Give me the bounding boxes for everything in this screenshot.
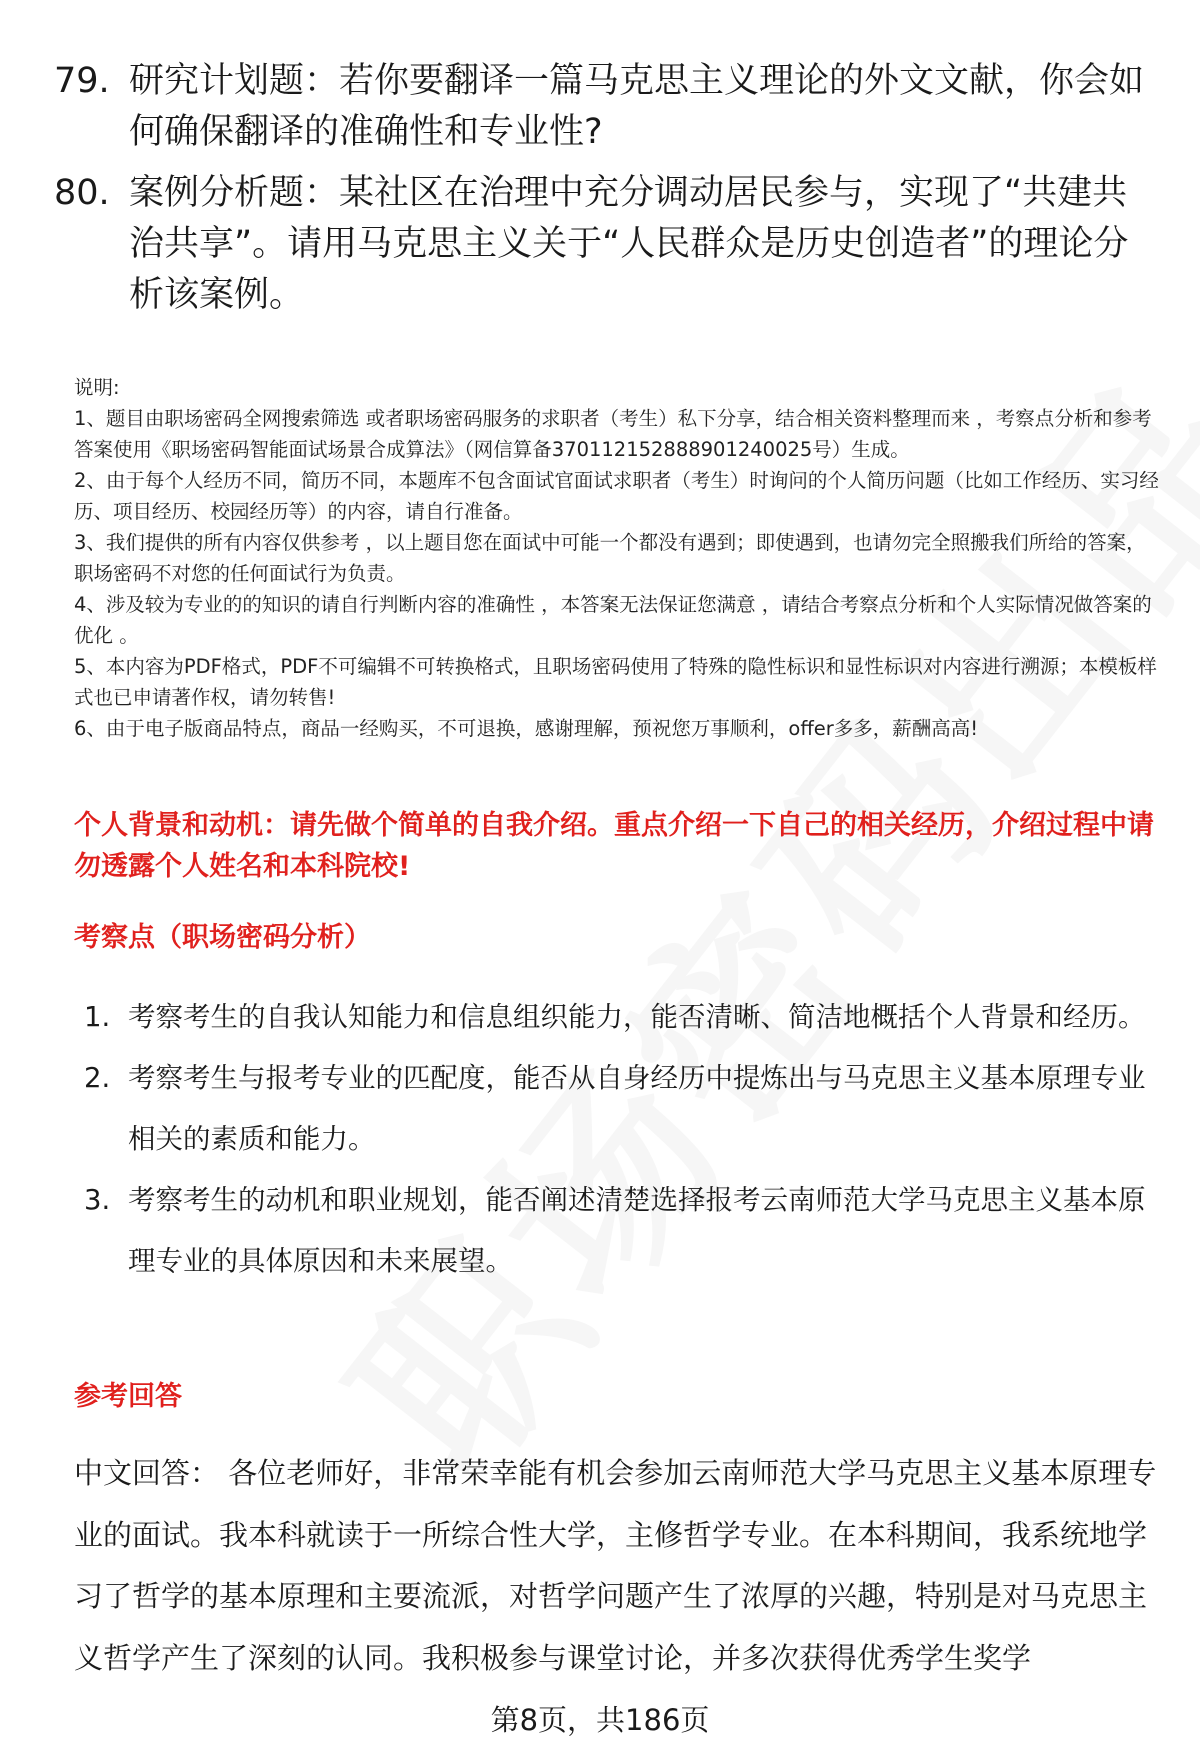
question-text: 研究计划题：若你要翻译一篇马克思主义理论的外文文献，你会如何确保翻译的准确性和专业性? [129, 61, 1145, 152]
list-item [84, 987, 1164, 1048]
list-item-number: 2. [84, 1062, 111, 1094]
list-item-text: 考察考生的动机和职业规划，能否阐述清楚选择报考云南师范大学马克思主义基本原理专业的具体原因和未来展望。 [128, 1184, 1146, 1277]
exam-points-list [84, 987, 1164, 1292]
list-item-text: 考察考生的自我认知能力和信息组织能力，能否清晰、简洁地概括个人背景和经历。 [128, 1001, 1146, 1033]
page-footer: 第8页，共186页 [490, 1703, 710, 1737]
exam-points-title: 考察点（职场密码分析） [74, 922, 371, 953]
list-item-number: 1. [84, 1001, 111, 1033]
note-item: 5、本内容为PDF格式，PDF不可编辑不可转换格式，且职场密码使用了特殊的隐性标识和显性标识对内容进行溯源；本模板样式也已申请著作权，请勿转售! [74, 655, 1157, 709]
note-item: 1、题目由职场密码全网搜索筛选 或者职场密码服务的求职者（考生）私下分享，结合相关资料整理而来 ，考察点分析和参考答案使用《职场密码智能面试场景合成算法》（网信算备370112152888901240025号）生成。 [74, 407, 1152, 461]
note-item: 3、我们提供的所有内容仅供参考 ，以上题目您在面试中可能一个都没有遇到；即使遇到，也请勿完全照搬我们所给的答案，职场密码不对您的任何面试行为负责。 [74, 531, 1146, 585]
note-item: 2、由于每个人经历不同，简历不同，本题库不包含面试官面试求职者（考生）时询问的个人简历问题（比如工作经历、实习经历、项目经历、校园经历等）的内容，请自行准备。 [74, 469, 1159, 523]
list-item [84, 1048, 1164, 1170]
list-item-number: 3. [84, 1184, 111, 1216]
question-80 [54, 168, 1154, 321]
list-item-text: 考察考生与报考专业的匹配度，能否从自身经历中提炼出与马克思主义基本原理专业相关的素质和能力。 [128, 1062, 1146, 1155]
question-number: 80. [54, 173, 110, 213]
question-79 [54, 56, 1154, 158]
notes-title: 说明: [74, 376, 120, 399]
question-text: 案例分析题：某社区在治理中充分调动居民参与，实现了“共建共治共享”。请用马克思主义关于“人民群众是历史创造者”的理论分析该案例。 [129, 173, 1129, 315]
reference-answer-title: 参考回答 [74, 1381, 182, 1412]
notes-block [74, 372, 1164, 744]
list-item [84, 1170, 1164, 1292]
section-title: 个人背景和动机：请先做个简单的自我介绍。重点介绍一下自己的相关经历，介绍过程中请勿透露个人姓名和本科院校! [74, 810, 1154, 882]
note-item: 4、涉及较为专业的的知识的请自行判断内容的准确性 ，本答案无法保证您满意 ，请结合考察点分析和个人实际情况做答案的优化 。 [74, 593, 1152, 647]
reference-answer-text: 中文回答： 各位老师好，非常荣幸能有机会参加云南师范大学马克思主义基本原理专业的面试。我本科就读于一所综合性大学，主修哲学专业。在本科期间，我系统地学习了哲学的基本原理和主要流派，对哲学问题产生了浓厚的兴趣，特别是对马克思主义哲学产生了深刻的认同。我积极参与课堂讨论，并多次获得优秀学生奖学 [74, 1456, 1157, 1675]
question-number: 79. [54, 61, 110, 101]
note-item: 6、由于电子版商品特点，商品一经购买，不可退换，感谢理解，预祝您万事顺利，offer多多，薪酬高高! [74, 717, 979, 740]
